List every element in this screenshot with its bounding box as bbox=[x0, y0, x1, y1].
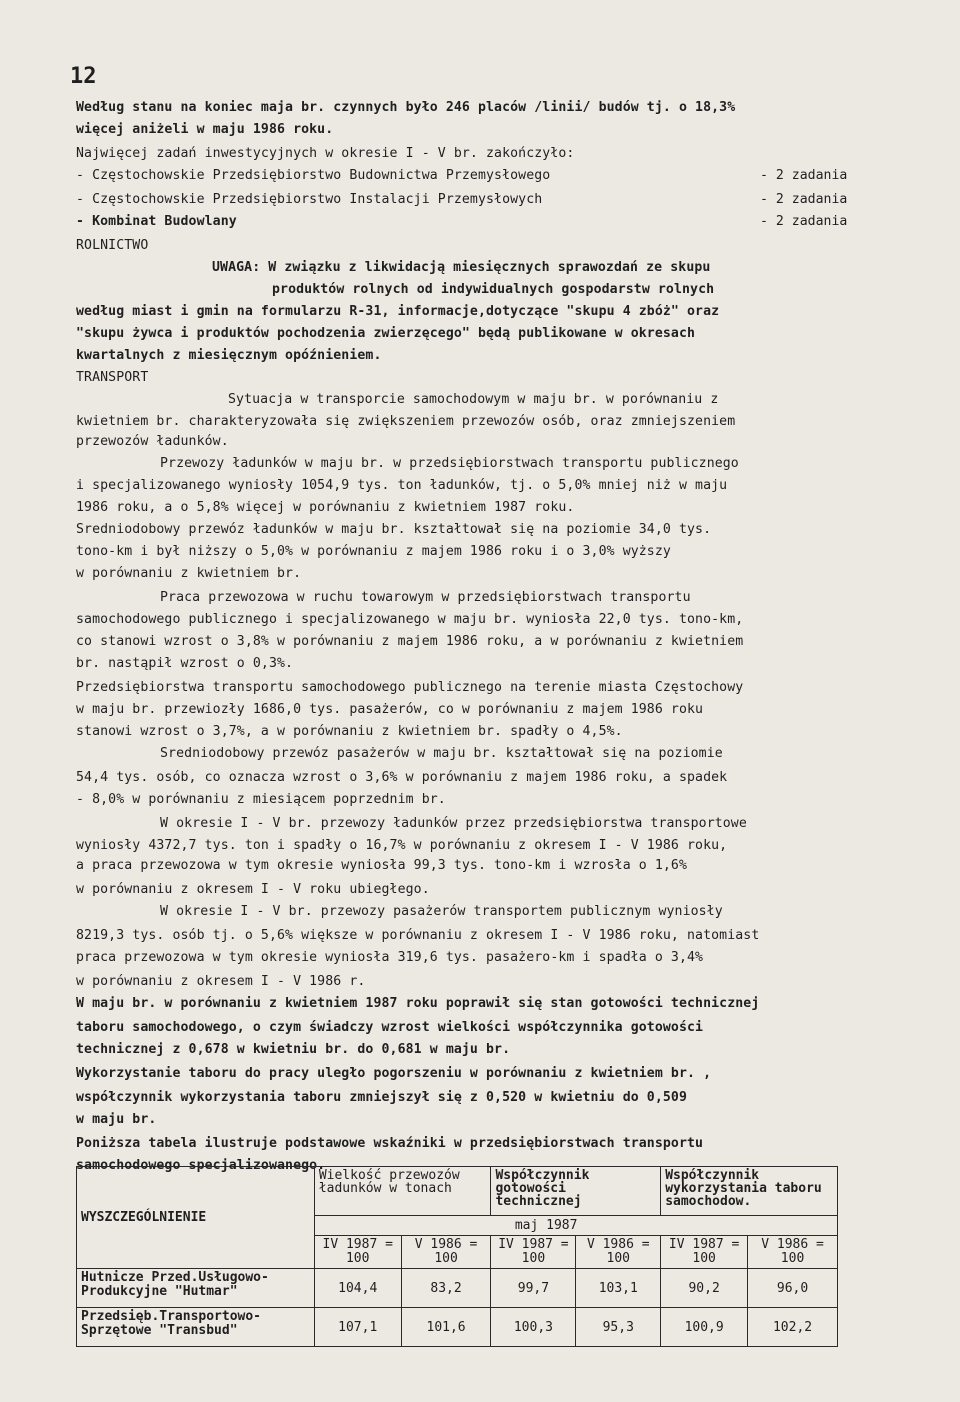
text-line: a praca przewozowa w tym okresie wyniosła 99,3 tys. tono-km i wzrosła o 1,6% bbox=[76, 858, 688, 873]
text-line: UWAGA: W związku z likwidacją miesięcznych sprawozdań ze skupu bbox=[212, 260, 711, 275]
text-line: Według stanu na koniec maja br. czynnych było 246 placów /linii/ budów tj. o 18,3% bbox=[76, 100, 736, 115]
text-line: W maju br. w porównaniu z kwietniem 1987 roku poprawił się stan gotowości technicznej bbox=[76, 996, 760, 1011]
row-label: Hutnicze Przed.Usługowo-Produkcyjne "Hutmar" bbox=[77, 1269, 315, 1308]
table-cell: 96,0 bbox=[748, 1269, 838, 1308]
text-line: W okresie I - V br. przewozy ładunków przez przedsiębiorstwa transportowe bbox=[160, 816, 747, 831]
text-line: Poniższa tabela ilustruje podstawowe wskaźniki w przedsiębiorstwach transportu bbox=[76, 1136, 704, 1151]
text-line: Średniodobowy przewóz ładunków w maju br. kształtował się na poziomie 34,0 tys. bbox=[76, 522, 712, 537]
text-line: kwartalnych z miesięcznym opóźnieniem. bbox=[76, 348, 382, 363]
text-line: - Kombinat Budowlany bbox=[76, 214, 237, 229]
column-header: V 1986 = 100 bbox=[401, 1236, 491, 1269]
text-line: w porównaniu z kwietniem br. bbox=[76, 566, 302, 581]
stub-header-label: WYSZCZEGÓLNIENIE bbox=[81, 1210, 207, 1225]
text-line: przewozów ładunków. bbox=[76, 434, 229, 449]
text-line: Przewozy ładunków w maju br. w przedsiębiorstwach transportu publicznego bbox=[160, 456, 739, 471]
text-line: Najwięcej zadań inwestycyjnych w okresie I - V br. zakończyło: bbox=[76, 146, 575, 161]
text-line: Wykorzystanie taboru do pracy uległo pogorszeniu w porównaniu z kwietniem br. , bbox=[76, 1066, 712, 1081]
text-line: TRANSPORT bbox=[76, 370, 149, 385]
text-line: 54,4 tys. osób, co oznacza wzrost o 3,6% w porównaniu z majem 1986 roku, a spadek bbox=[76, 770, 728, 785]
table-cell: 95,3 bbox=[576, 1308, 661, 1347]
text-line: 8219,3 tys. osób tj. o 5,6% większe w porównaniu z okresem I - V 1986 roku, natomiast bbox=[76, 928, 760, 943]
column-header: IV 1987 = 100 bbox=[491, 1236, 576, 1269]
task-count: - 2 zadania bbox=[760, 214, 848, 229]
column-header: IV 1987 = 100 bbox=[661, 1236, 748, 1269]
period-header: maj 1987 bbox=[314, 1216, 837, 1236]
task-count: - 2 zadania bbox=[760, 192, 848, 207]
table-cell: 100,3 bbox=[491, 1308, 576, 1347]
text-line: - 8,0% w porównaniu z miesiącem poprzednim br. bbox=[76, 792, 446, 807]
column-header: IV 1987 = 100 bbox=[314, 1236, 401, 1269]
text-line: samochodowego publicznego i specjalizowanego w maju br. wyniosła 22,0 tys. tono-km, bbox=[76, 612, 744, 627]
text-line: ROLNICTWO bbox=[76, 238, 149, 253]
text-line: więcej aniżeli w maju 1986 roku. bbox=[76, 122, 334, 137]
group-header-1: Wielkość przewozów ładunków w tonach bbox=[314, 1167, 491, 1216]
text-line: Sytuacja w transporcie samochodowym w maju br. w porównaniu z bbox=[228, 392, 719, 407]
column-header: V 1986 = 100 bbox=[576, 1236, 661, 1269]
table-body bbox=[77, 1269, 838, 1347]
text-line: produktów rolnych od indywidualnych gospodarstw rolnych bbox=[272, 282, 715, 297]
text-line: - Częstochowskie Przedsiębiorstwo Budownictwa Przemysłowego bbox=[76, 168, 551, 183]
text-line: tono-km i był niższy o 5,0% w porównaniu z majem 1986 roku i o 3,0% wyższy bbox=[76, 544, 671, 559]
table-cell: 103,1 bbox=[576, 1269, 661, 1308]
text-line: samochodowego specjalizowanego. bbox=[76, 1158, 326, 1173]
table-row bbox=[77, 1308, 838, 1347]
table-cell: 90,2 bbox=[661, 1269, 748, 1308]
text-line: w porównaniu z okresem I - V 1986 r. bbox=[76, 974, 366, 989]
group-header-2: Współczynnik gotowości technicznej bbox=[491, 1167, 661, 1216]
group-header-3: Współczynnik wykorzystania taboru samochodow. bbox=[661, 1167, 838, 1216]
table-cell: 107,1 bbox=[314, 1308, 401, 1347]
text-line: - Częstochowskie Przedsiębiorstwo Instalacji Przemysłowych bbox=[76, 192, 543, 207]
table-row bbox=[77, 1269, 838, 1308]
text-line: technicznej z 0,678 w kwietniu br. do 0,681 w maju br. bbox=[76, 1042, 511, 1057]
row-label: Przedsięb.Transportowo-Sprzętowe "Transbud" bbox=[77, 1308, 315, 1347]
text-line: br. nastąpił wzrost o 0,3%. bbox=[76, 656, 294, 671]
text-line: Przedsiębiorstwa transportu samochodowego publicznego na terenie miasta Częstochowy bbox=[76, 680, 744, 695]
text-line: wyniosły 4372,7 tys. ton i spadły o 16,7% w porównaniu z okresem I - V 1986 roku, bbox=[76, 838, 728, 853]
text-line: praca przewozowa w tym okresie wyniosła 319,6 tys. pasażero-km i spadła o 3,4% bbox=[76, 950, 704, 965]
table-cell: 101,6 bbox=[401, 1308, 491, 1347]
task-count: - 2 zadania bbox=[760, 168, 848, 183]
text-line: taboru samochodowego, o czym świadczy wzrost wielkości współczynnika gotowości bbox=[76, 1020, 704, 1035]
table-cell: 102,2 bbox=[748, 1308, 838, 1347]
table-cell: 104,4 bbox=[314, 1269, 401, 1308]
text-line: co stanowi wzrost o 3,8% w porównaniu z majem 1986 roku, a w porównaniu z kwietniem bbox=[76, 634, 744, 649]
column-header: V 1986 = 100 bbox=[748, 1236, 838, 1269]
page-number: 12 bbox=[70, 64, 97, 89]
text-line: Praca przewozowa w ruchu towarowym w przedsiębiorstwach transportu bbox=[160, 590, 691, 605]
text-line: stanowi wzrost o 3,7%, a w porównaniu z kwietniem br. spadły o 4,5%. bbox=[76, 724, 623, 739]
text-line: według miast i gmin na formularzu R-31, informacje,dotyczące "skupu 4 zbóż" oraz bbox=[76, 304, 720, 319]
text-line: Średniodobowy przewóz pasażerów w maju br. kształtował się na poziomie bbox=[160, 746, 723, 761]
table-cell: 99,7 bbox=[491, 1269, 576, 1308]
text-line: w maju br. przewiozły 1686,0 tys. pasażerów, co w porównaniu z majem 1986 roku bbox=[76, 702, 704, 717]
stub-header bbox=[77, 1167, 315, 1269]
text-line: W okresie I - V br. przewozy pasażerów transportem publicznym wyniosły bbox=[160, 904, 723, 919]
indicators-table bbox=[76, 1166, 838, 1347]
text-line: współczynnik wykorzystania taboru zmniejszył się z 0,520 w kwietniu do 0,509 bbox=[76, 1090, 688, 1105]
text-line: w maju br. bbox=[76, 1112, 157, 1127]
table-cell: 100,9 bbox=[661, 1308, 748, 1347]
text-line: w porównaniu z okresem I - V roku ubiegłego. bbox=[76, 882, 430, 897]
text-line: i specjalizowanego wyniosły 1054,9 tys. ton ładunków, tj. o 5,0% mniej niż w maju bbox=[76, 478, 728, 493]
table-cell: 83,2 bbox=[401, 1269, 491, 1308]
text-line: "skupu żywca i produktów pochodzenia zwierzęcego" będą publikowane w okresach bbox=[76, 326, 696, 341]
text-line: kwietniem br. charakteryzowała się zwiększeniem przewozów osób, oraz zmniejszeniem bbox=[76, 414, 736, 429]
text-line: 1986 roku, a o 5,8% więcej w porównaniu z kwietniem 1987 roku. bbox=[76, 500, 575, 515]
